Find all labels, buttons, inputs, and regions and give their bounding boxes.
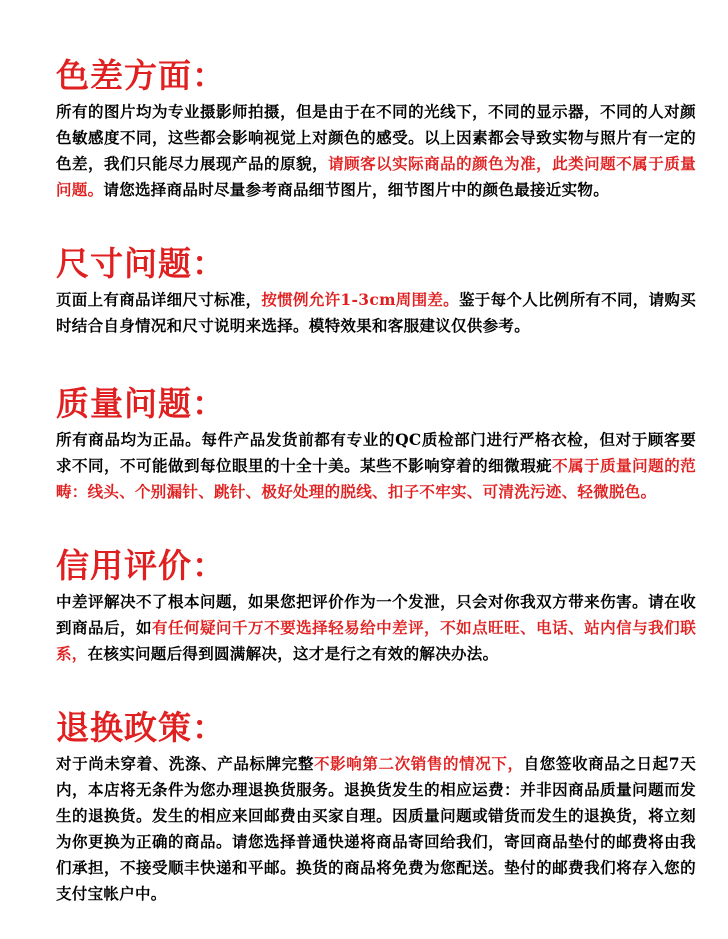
section-heading: 信用评价：	[56, 546, 226, 585]
section-heading: 退换政策：	[56, 708, 226, 747]
paragraph-text: 中差评解决不了根本问题，如果您把评价作为一个发泄，只会对你我双方带来伤害。请在收到商品后，如	[56, 592, 696, 637]
paragraph-text: 对于尚未穿着、洗涤、产品标牌完整	[56, 754, 315, 773]
paragraph-text: 页面上有商品详细尺寸标准，	[56, 290, 262, 309]
section-color-difference	[56, 56, 696, 203]
section-paragraph	[56, 751, 696, 907]
paragraph-highlight: 不属于质量问题的范畴：线头、个别漏针、跳针、极好处理的脱线、扣子不牢实、可清洗污迹、轻微脱色。	[56, 456, 696, 501]
section-heading: 质量问题：	[56, 384, 226, 423]
section-paragraph	[56, 287, 696, 339]
paragraph-text: 所有的图片均为专业摄影师拍摄，但是由于在不同的光线下，不同的显示器，不同的人对颜色敏感度不同，这些都会影响视觉上对颜色的感受。以上因素都会导致实物与照片有一定的色差，我们只能尽力展现产品的原貌，	[56, 102, 696, 173]
section-heading: 色差方面：	[56, 56, 226, 95]
section-size-issues	[56, 244, 696, 339]
section-quality-issues	[56, 384, 696, 505]
section-return-policy	[56, 708, 696, 907]
paragraph-highlight: 有任何疑问千万不要选择轻易给中差评，不如点旺旺、电话、站内信与我们联系，	[56, 618, 696, 663]
section-paragraph	[56, 589, 696, 667]
paragraph-text: 鉴于每个人比例所有不同，请购买时结合自身情况和尺寸说明来选择。模特效果和客服建议仅供参考。	[56, 290, 696, 335]
section-credit-rating	[56, 546, 696, 667]
section-paragraph	[56, 99, 696, 203]
paragraph-text: 在核实问题后得到圆满解决，这才是行之有效的解决办法。	[87, 644, 499, 663]
paragraph-text: 自您签收商品之日起7天内，本店将无条件为您办理退换货服务。退换货发生的相应运费：并非因商品质量问题而发生的退换货。发生的相应来回邮费由买家自理。因质量问题或错货而发生的退换货，将立刻为你更换为正确的商品。请您选择普通快递将商品寄回给我们，寄回商品垫付的邮费将由我们承担，不接受顺丰快递和平邮。换货的商品将免费为您配送。垫付的邮费我们将存入您的支付宝帐户中。	[56, 754, 696, 903]
paragraph-highlight: 请顾客以实际商品的颜色为准，此类问题不属于质量问题。	[56, 154, 696, 199]
paragraph-text: 所有商品均为正品。每件产品发货前都有专业的QC质检部门进行严格衣检，但对于顾客要求不同，不可能做到每位眼里的十全十美。某些不影响穿着的细微瑕疵	[56, 430, 696, 475]
paragraph-highlight: 不影响第二次销售的情况下，	[314, 754, 524, 773]
paragraph-text: 请您选择商品时尽量参考商品细节图片，细节图片中的颜色最接近实物。	[103, 180, 610, 199]
paragraph-highlight: 按惯例允许1-3cm周围差。	[261, 290, 459, 309]
section-paragraph	[56, 427, 696, 505]
section-heading: 尺寸问题：	[56, 244, 226, 283]
